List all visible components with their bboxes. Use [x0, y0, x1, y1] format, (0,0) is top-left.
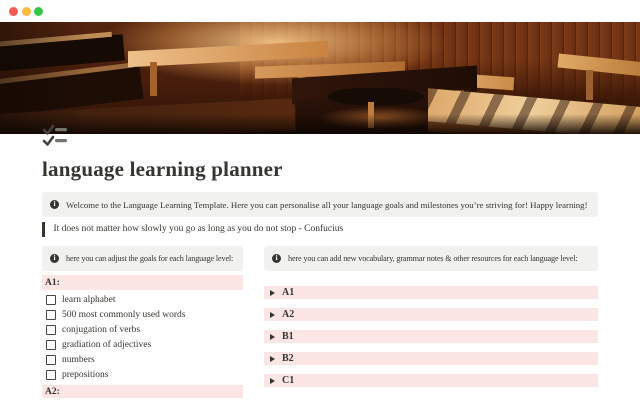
minimize-button[interactable]: [22, 7, 31, 16]
todo-label: prepositions: [62, 369, 109, 380]
checkbox-unchecked-icon[interactable]: [46, 340, 56, 350]
todo-item: [42, 307, 243, 322]
resources-column: [264, 246, 598, 396]
toggle-item-b1[interactable]: [264, 330, 598, 343]
chevron-right-icon: [270, 334, 275, 340]
toggle-list: [264, 286, 598, 387]
info-icon: [50, 200, 59, 209]
toggle-label: A2: [282, 309, 295, 320]
todo-item: [42, 337, 243, 352]
level-heading-a1[interactable]: A1:: [42, 275, 243, 290]
welcome-callout-text: Welcome to the Language Learning Template. Here you can personalise all your language goals and milestones you’re striving for! Happy learning!: [66, 199, 588, 210]
close-button[interactable]: [9, 7, 18, 16]
checkbox-unchecked-icon[interactable]: [46, 310, 56, 320]
checkbox-unchecked-icon[interactable]: [46, 370, 56, 380]
todo-label: 500 most commonly used words: [62, 309, 186, 320]
toggle-label: A1: [282, 287, 295, 298]
level-heading-a2[interactable]: A2:: [42, 385, 243, 398]
toggle-item-b2[interactable]: [264, 352, 598, 365]
checklist-page-icon[interactable]: [42, 124, 70, 148]
checkbox-unchecked-icon[interactable]: [46, 355, 56, 365]
todo-label: gradiation of adjectives: [62, 339, 152, 350]
resources-callout: [264, 246, 598, 271]
toggle-label: C1: [282, 375, 295, 386]
todo-item: [42, 322, 243, 337]
cover-chair-seat: [328, 88, 424, 105]
chevron-right-icon: [270, 312, 275, 318]
todo-label: conjugation of verbs: [62, 324, 141, 335]
todo-label: learn alphabet: [62, 294, 116, 305]
todo-list: [42, 292, 243, 382]
goals-callout: [42, 246, 243, 271]
toggle-label: B2: [282, 353, 294, 364]
zoom-button[interactable]: [34, 7, 43, 16]
cover-image: [0, 22, 640, 134]
info-icon: [50, 254, 59, 263]
goals-column: [42, 246, 243, 398]
toggle-item-a2[interactable]: [264, 308, 598, 321]
welcome-callout: [42, 192, 598, 217]
todo-item: [42, 292, 243, 307]
chevron-right-icon: [270, 356, 275, 362]
toggle-item-a1[interactable]: [264, 286, 598, 299]
chevron-right-icon: [270, 378, 275, 384]
quote-text: It does not matter how slowly you go as long as you do not stop - Confucius: [53, 224, 344, 234]
info-icon: [272, 254, 281, 263]
resources-callout-text: here you can add new vocabulary, grammar notes & other resources for each language level:: [288, 254, 578, 263]
todo-item: [42, 352, 243, 367]
todo-label: numbers: [62, 354, 95, 365]
checkbox-unchecked-icon[interactable]: [46, 325, 56, 335]
page-title[interactable]: language learning planner: [42, 157, 283, 181]
checkbox-unchecked-icon[interactable]: [46, 295, 56, 305]
quote-block: [42, 221, 598, 237]
window-titlebar: [0, 0, 640, 22]
toggle-item-c1[interactable]: [264, 374, 598, 387]
quote-bar: [42, 222, 45, 237]
toggle-label: B1: [282, 331, 294, 342]
todo-item: [42, 367, 243, 382]
goals-callout-text: here you can adjust the goals for each language level:: [66, 254, 234, 263]
chevron-right-icon: [270, 290, 275, 296]
